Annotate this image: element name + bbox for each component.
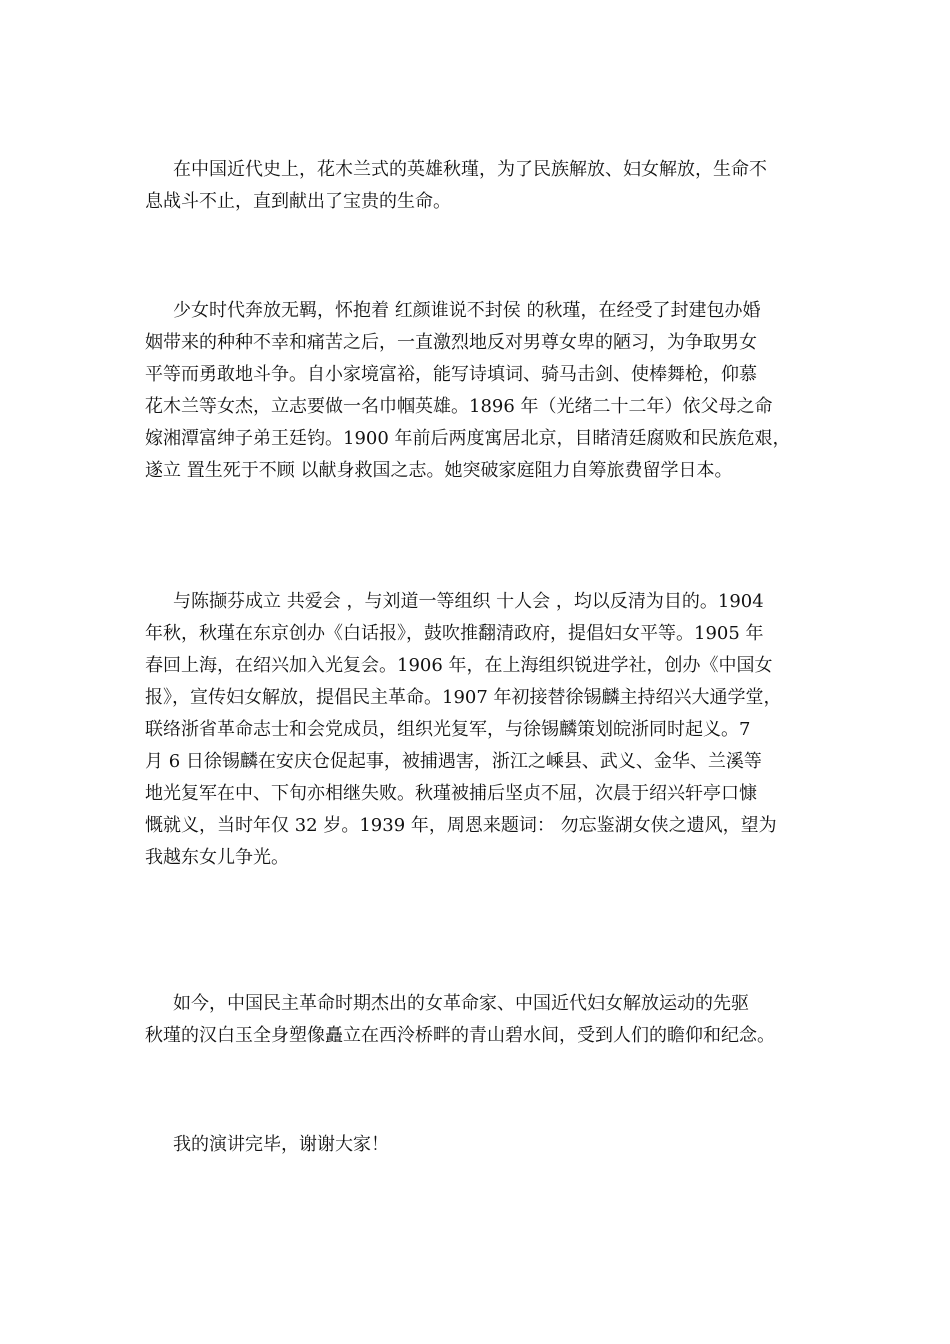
paragraph-revolution <box>145 586 810 874</box>
text-line: 报》，宣传妇女解放，提倡民主革命。1907 年初接替徐锡麟主持绍兴大通学堂， <box>145 687 782 708</box>
text-line: 我的演讲完毕，谢谢大家！ <box>173 1134 389 1155</box>
text-line: 少女时代奔放无羁，怀抱着 红颜谁说不封侯 的秋瑾，在经受了封建包办婚 <box>173 300 761 321</box>
text-line: 联络浙省革命志士和会党成员，组织光复军，与徐锡麟策划皖浙同时起义。7 <box>145 719 751 740</box>
paragraph-memorial <box>145 988 810 1052</box>
text-line: 息战斗不止，直到献出了宝贵的生命。 <box>145 191 451 212</box>
text-line: 秋瑾的汉白玉全身塑像矗立在西泠桥畔的青山碧水间，受到人们的瞻仰和纪念。 <box>145 1025 775 1046</box>
text-line: 与陈撷芬成立 共爱会 ，与刘道一等组织 十人会 ，均以反清为目的。1904 <box>173 591 764 612</box>
paragraph-closing <box>145 1129 810 1161</box>
paragraph-intro <box>145 154 810 218</box>
text-line: 姻带来的种种不幸和痛苦之后，一直激烈地反对男尊女卑的陋习，为争取男女 <box>145 332 757 353</box>
text-line: 遂立 置生死于不顾 以献身救国之志。她突破家庭阻力自筹旅费留学日本。 <box>145 460 733 481</box>
text-line: 我越东女儿争光。 <box>145 847 289 868</box>
text-line: 月 6 日徐锡麟在安庆仓促起事，被捕遇害，浙江之嵊县、武义、金华、兰溪等 <box>145 751 762 772</box>
text-line: 平等而勇敢地斗争。自小家境富裕，能写诗填词、骑马击剑、使棒舞枪，仰慕 <box>145 364 757 385</box>
text-line: 嫁湘潭富绅子弟王廷钧。1900 年前后两度寓居北京，目睹清廷腐败和民族危艰， <box>145 428 791 449</box>
text-line: 如今，中国民主革命时期杰出的女革命家、中国近代妇女解放运动的先驱 <box>173 993 749 1014</box>
text-line: 春回上海，在绍兴加入光复会。1906 年，在上海组织锐进学社，创办《中国女 <box>145 655 773 676</box>
text-line: 地光复军在中、下旬亦相继失败。秋瑾被捕后坚贞不屈，次晨于绍兴轩亭口慷 <box>145 783 757 804</box>
text-line: 年秋，秋瑾在东京创办《白话报》，鼓吹推翻清政府，提倡妇女平等。1905 年 <box>145 623 764 644</box>
paragraph-youth <box>145 295 810 487</box>
text-line: 花木兰等女杰，立志要做一名巾帼英雄。1896 年（光绪二十二年）依父母之命 <box>145 396 773 417</box>
text-line: 在中国近代史上，花木兰式的英雄秋瑾，为了民族解放、妇女解放，生命不 <box>173 159 767 180</box>
text-line: 慨就义，当时年仅 32 岁。1939 年，周恩来题词： 勿忘鉴湖女侠之遗风，望为 <box>145 815 777 836</box>
